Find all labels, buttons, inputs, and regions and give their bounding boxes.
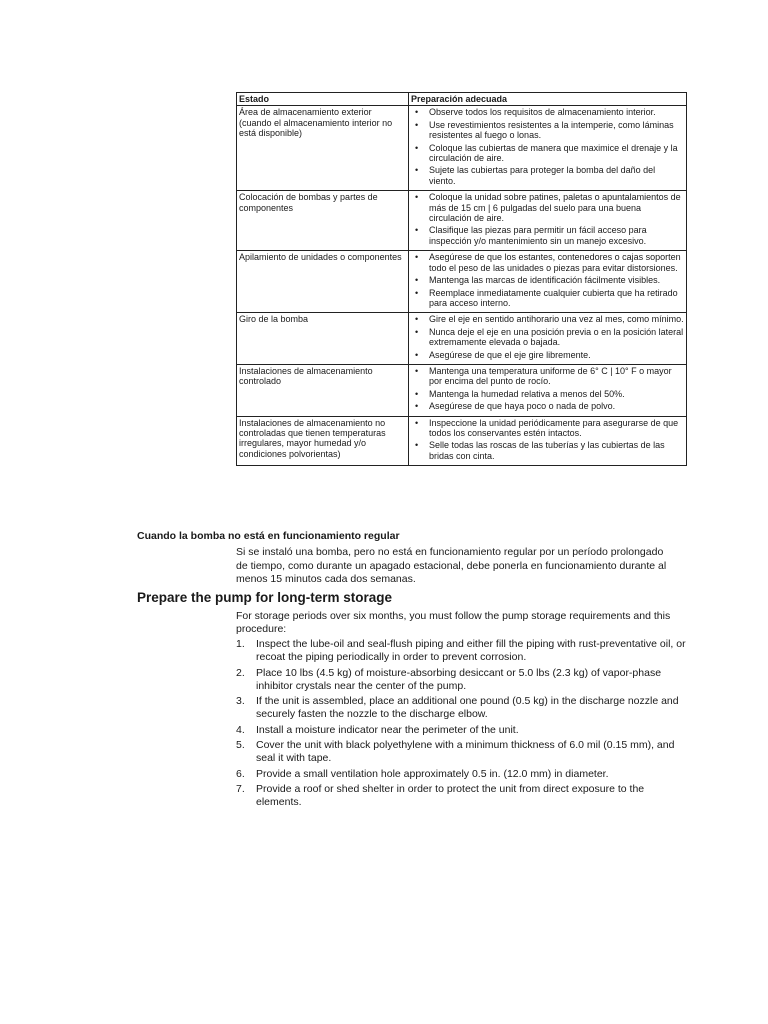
- preparation-item: [411, 350, 684, 360]
- preparation-item-text: Inspeccione la unidad periódicamente para asegurarse de que todos los conservantes estén intactos.: [429, 417, 679, 438]
- column-header-preparacion: Preparación adecuada: [409, 93, 687, 106]
- step-number: 3.: [236, 695, 245, 707]
- step-number: 2.: [236, 666, 245, 679]
- condition-cell: [237, 106, 409, 191]
- table-row: [237, 416, 687, 466]
- bullet-icon: •: [415, 401, 419, 412]
- preparation-item-text: Mantenga la humedad relativa a menos del 50%.: [429, 388, 625, 399]
- regular-operation-heading: Cuando la bomba no está en funcionamiento regular: [137, 530, 400, 542]
- preparation-item: [411, 275, 684, 285]
- preparation-cell: [409, 251, 687, 313]
- condition-text: Instalaciones de almacenamiento no controladas que tienen temperaturas irregulares, mayor humedad y/o condiciones polvorientas): [239, 417, 386, 459]
- condition-text: Colocación de bombas y partes de componentes: [239, 192, 378, 213]
- storage-step: [236, 783, 686, 809]
- preparation-item: [411, 288, 684, 309]
- condition-text: Giro de la bomba: [239, 314, 309, 325]
- table-row: [237, 313, 687, 365]
- preparation-item: [411, 327, 684, 348]
- long-term-storage-intro: For storage periods over six months, you must follow the pump storage requirements and this procedure:: [236, 610, 671, 635]
- table-body: [237, 106, 687, 466]
- preparation-item: [411, 143, 684, 164]
- storage-conditions-table: [236, 92, 687, 466]
- preparation-item-text: Mantenga las marcas de identificación fácilmente visibles.: [429, 275, 661, 286]
- bullet-icon: •: [415, 287, 419, 298]
- preparation-list: [411, 107, 684, 186]
- condition-text: Área de almacenamiento exterior (cuando el almacenamiento interior no está disponible): [239, 107, 393, 139]
- step-text: Install a moisture indicator near the perimeter of the unit.: [256, 723, 519, 736]
- bullet-icon: •: [415, 326, 419, 337]
- bullet-icon: •: [415, 275, 419, 286]
- preparation-item: [411, 389, 684, 399]
- preparation-item-text: Reemplace inmediatamente cualquier cubierta que ha retirado para acceso interno.: [429, 287, 678, 308]
- preparation-item: [411, 192, 684, 223]
- preparation-item: [411, 401, 684, 411]
- bullet-icon: •: [415, 165, 419, 176]
- preparation-item-text: Coloque las cubiertas de manera que maximice el drenaje y la circulación de aire.: [429, 142, 678, 164]
- table-header-row: [237, 93, 687, 106]
- bullet-icon: •: [415, 417, 419, 428]
- table-row: [237, 364, 687, 416]
- preparation-item: [411, 225, 684, 246]
- bullet-icon: •: [415, 107, 419, 118]
- preparation-item: [411, 165, 684, 186]
- step-number: 4.: [236, 723, 245, 736]
- preparation-item-text: Asegúrese de que los estantes, contenedores o cajas soporten todo el peso de las unidades o piezas para evitar distorsiones.: [429, 252, 681, 273]
- preparation-cell: [409, 364, 687, 416]
- step-text: If the unit is assembled, place an additional one pound (0.5 kg) in the discharge nozzle and securely fasten the nozzle to the discharge elbow.: [256, 695, 679, 720]
- preparation-item: [411, 440, 684, 461]
- storage-step: [236, 768, 686, 781]
- preparation-item: [411, 366, 684, 387]
- bullet-icon: •: [415, 252, 419, 263]
- storage-step: [236, 667, 686, 693]
- preparation-item-text: Sujete las cubiertas para proteger la bomba del daño del viento.: [429, 165, 656, 186]
- bullet-icon: •: [415, 314, 419, 325]
- storage-step: [236, 724, 686, 737]
- bullet-icon: •: [415, 225, 419, 236]
- bullet-icon: •: [415, 388, 419, 399]
- condition-cell: [237, 251, 409, 313]
- bullet-icon: •: [415, 192, 419, 203]
- condition-cell: [237, 191, 409, 251]
- preparation-cell: [409, 106, 687, 191]
- preparation-cell: [409, 191, 687, 251]
- step-number: 6.: [236, 767, 245, 780]
- step-text: Place 10 lbs (4.5 kg) of moisture-absorbing desiccant or 5.0 lbs (2.3 kg) of vapor-phase inhibitor crystals near the center of the pump.: [256, 666, 662, 692]
- step-number: 5.: [236, 739, 245, 751]
- preparation-item-text: Clasifique las piezas para permitir un fácil acceso para inspección y/o mantenimiento sin un manejo excesivo.: [429, 225, 647, 246]
- preparation-item-text: Nunca deje el eje en una posición previa o en la posición lateral extremamente elevada o bajada.: [429, 326, 684, 348]
- bullet-icon: •: [415, 142, 419, 153]
- preparation-item: [411, 252, 684, 273]
- preparation-list: [411, 192, 684, 246]
- step-text: Cover the unit with black polyethylene with a minimum thickness of 6.0 mil (0.15 mm), and seal it with tape.: [256, 739, 675, 764]
- preparation-item: [411, 314, 684, 324]
- storage-step: [236, 638, 686, 664]
- preparation-item-text: Mantenga una temperatura uniforme de 6° C | 10° F o mayor por encima del punto de rocío.: [429, 365, 672, 387]
- preparation-item-text: Asegúrese de que haya poco o nada de polvo.: [429, 401, 616, 412]
- bullet-icon: •: [415, 119, 419, 130]
- condition-cell: [237, 364, 409, 416]
- long-term-storage-heading: Prepare the pump for long-term storage: [137, 590, 393, 605]
- preparation-item-text: Use revestimientos resistentes a la intemperie, como láminas resistentes al fuego o lonas.: [429, 119, 674, 141]
- step-text: Provide a small ventilation hole approximately 0.5 in. (12.0 mm) in diameter.: [256, 767, 609, 780]
- column-header-estado: Estado: [237, 93, 409, 106]
- step-text: Inspect the lube-oil and seal-flush piping and either fill the piping with rust-preventative oil, or recoat the piping periodically in order to prevent corrosion.: [256, 638, 686, 663]
- preparation-item-text: Asegúrese de que el eje gire libremente.: [429, 349, 591, 360]
- preparation-item-text: Observe todos los requisitos de almacenamiento interior.: [429, 107, 656, 118]
- condition-text: Instalaciones de almacenamiento controlado: [239, 365, 373, 387]
- preparation-item-text: Coloque la unidad sobre patines, paletas o apuntalamientos de más de 15 cm | 6 pulgadas del suelo para una buena circulación de aire.: [429, 192, 681, 224]
- condition-text: Apilamiento de unidades o componentes: [239, 252, 402, 263]
- preparation-item: [411, 107, 684, 117]
- regular-operation-paragraph: Si se instaló una bomba, pero no está en funcionamiento regular por un período prolongado de tiempo, como durante un apagado estacional, debe ponerla en funcionamiento durante al menos 15 minutos cada dos semanas.: [236, 546, 667, 585]
- storage-steps-list: [236, 638, 686, 812]
- table-row: [237, 191, 687, 251]
- step-text: Provide a roof or shed shelter in order to protect the unit from direct exposure to the elements.: [256, 783, 645, 808]
- bullet-icon: •: [415, 365, 419, 376]
- preparation-list: [411, 418, 684, 462]
- preparation-list: [411, 252, 684, 308]
- preparation-list: [411, 366, 684, 412]
- storage-step: [236, 739, 686, 765]
- table-row: [237, 106, 687, 191]
- preparation-cell: [409, 313, 687, 365]
- preparation-item-text: Selle todas las roscas de las tuberías y las cubiertas de las bridas con cinta.: [429, 440, 665, 461]
- step-number: 7.: [236, 783, 245, 795]
- storage-step: [236, 695, 686, 721]
- step-number: 1.: [236, 638, 245, 650]
- preparation-list: [411, 314, 684, 360]
- table-row: [237, 251, 687, 313]
- preparation-cell: [409, 416, 687, 466]
- condition-cell: [237, 313, 409, 365]
- condition-cell: [237, 416, 409, 466]
- preparation-item: [411, 120, 684, 141]
- preparation-item-text: Gire el eje en sentido antihorario una vez al mes, como mínimo.: [429, 314, 684, 325]
- bullet-icon: •: [415, 440, 419, 451]
- bullet-icon: •: [415, 349, 419, 360]
- preparation-item: [411, 418, 684, 439]
